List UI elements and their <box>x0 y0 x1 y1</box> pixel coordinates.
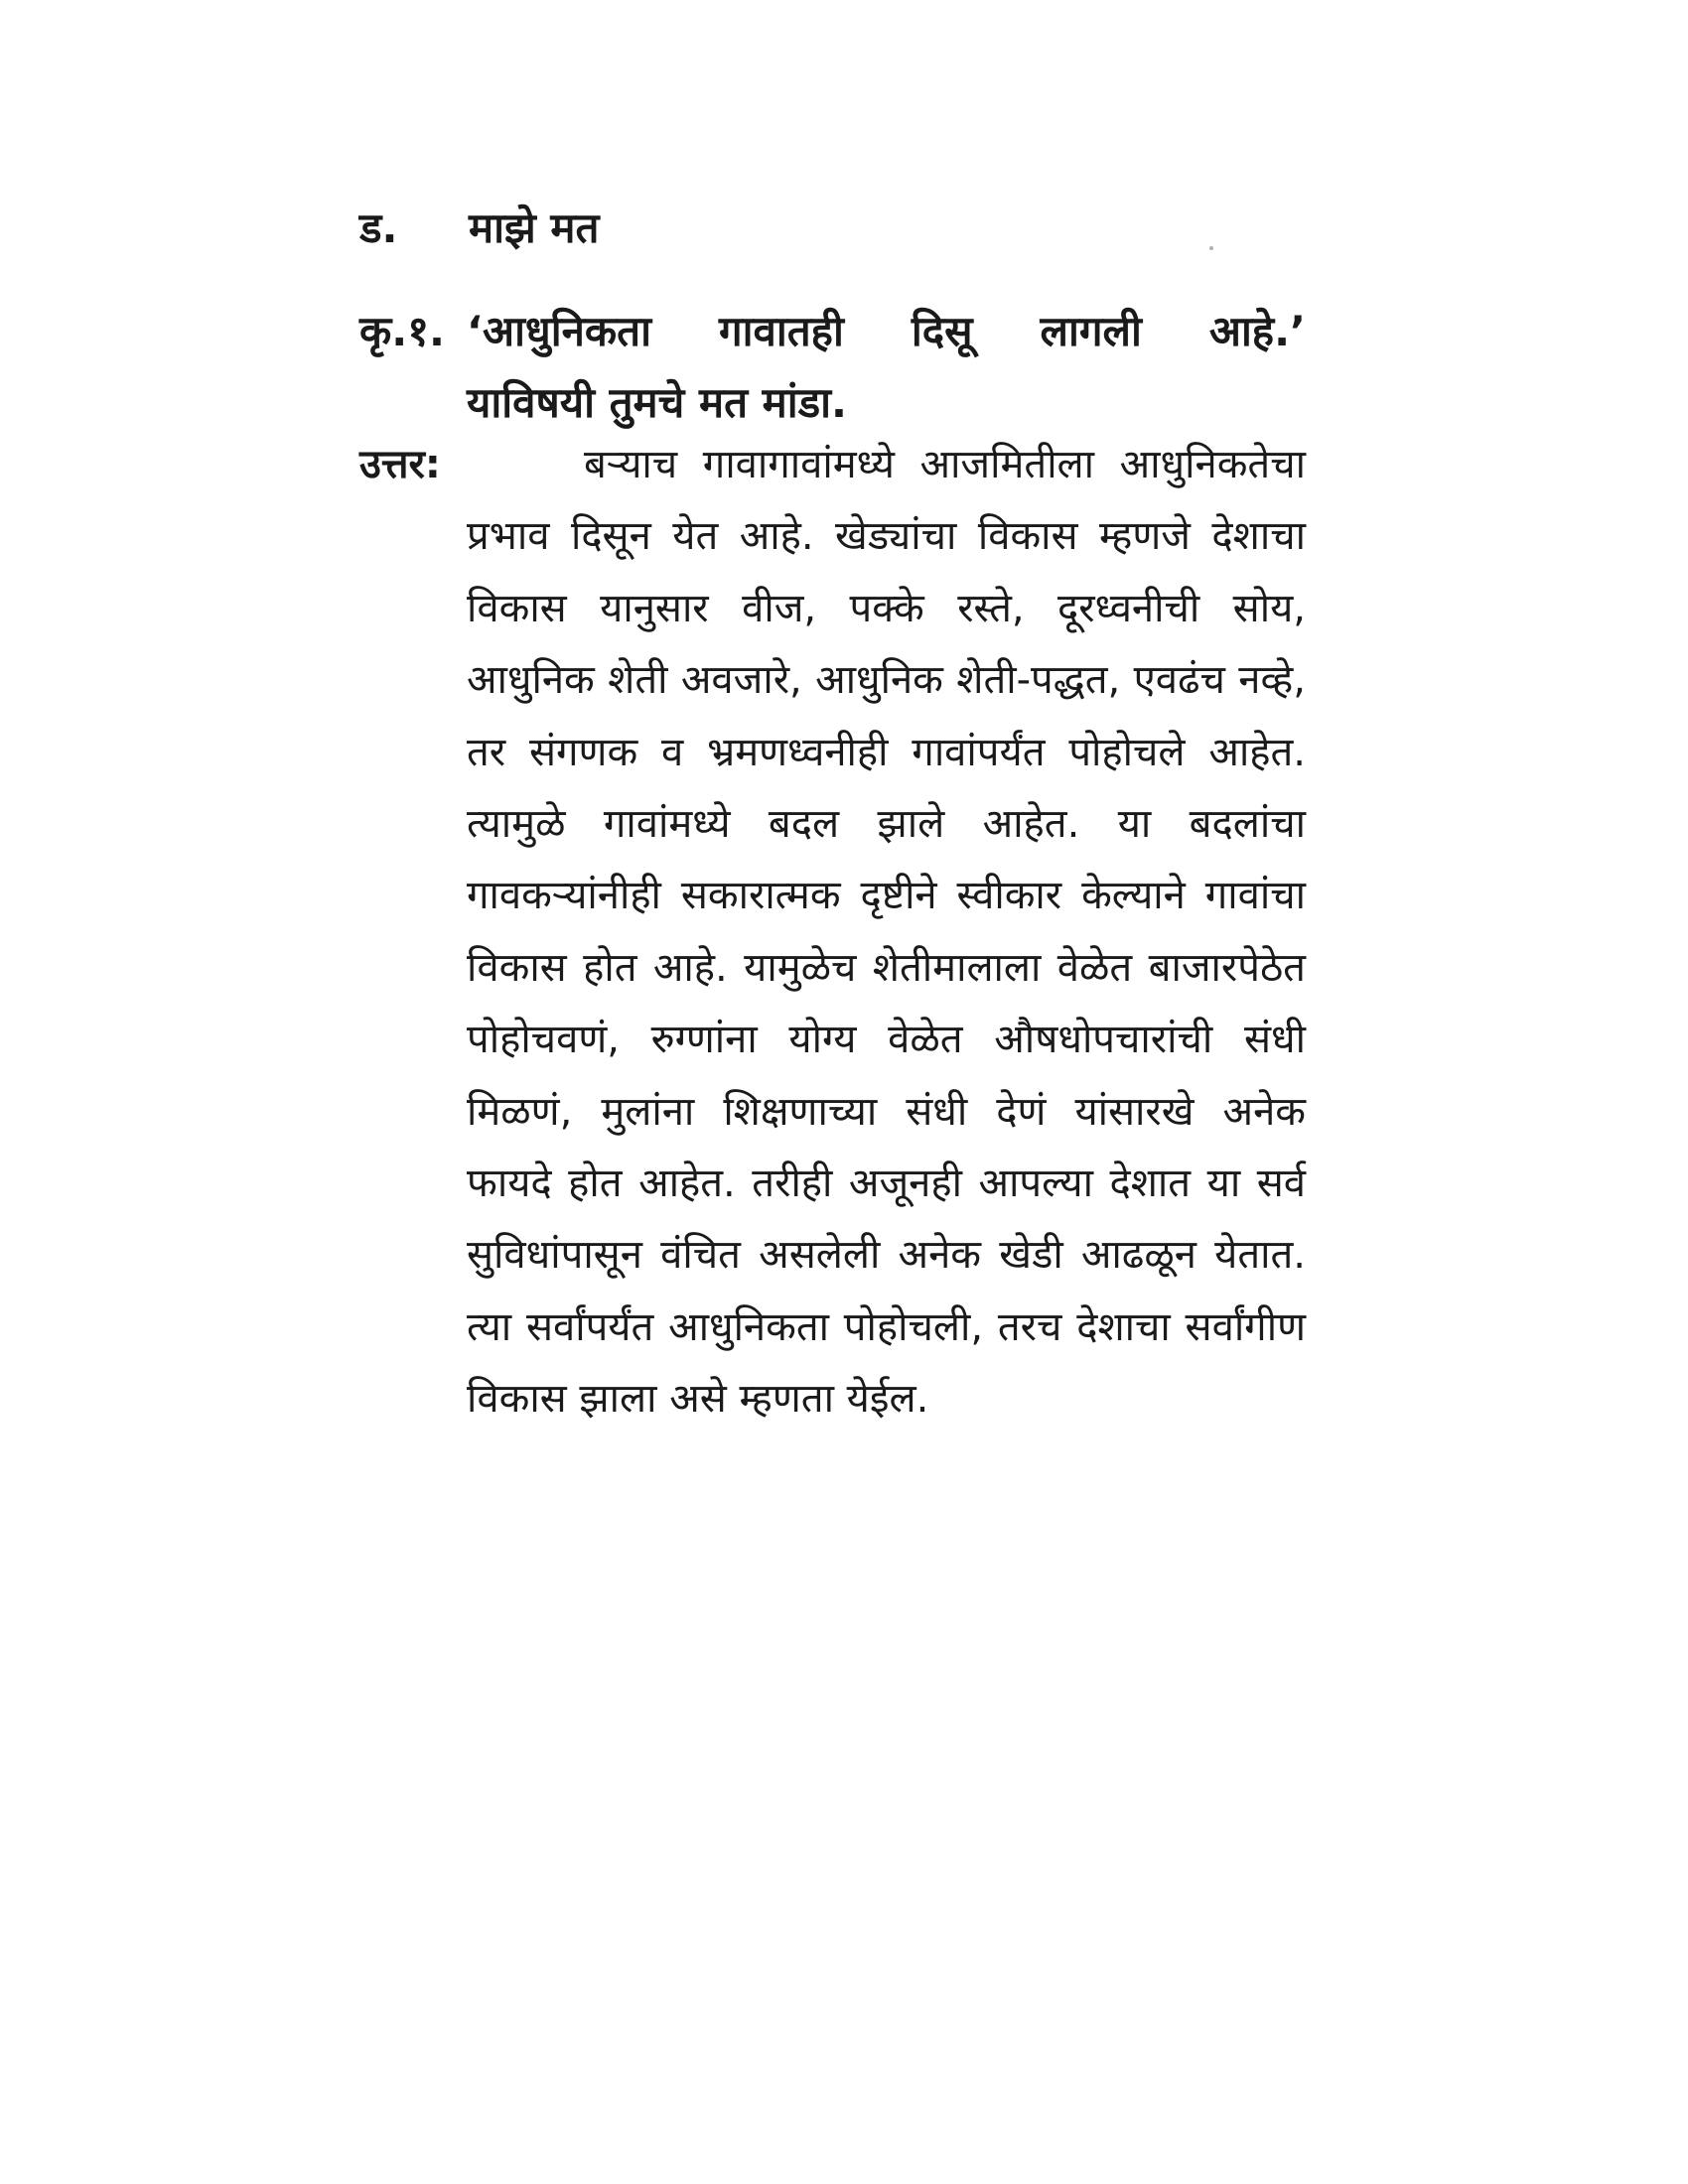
question-text <box>467 296 1306 439</box>
question-line-2: याविषयी तुमचे मत मांडा. <box>467 378 847 427</box>
question-line-1: ‘आधुनिकता गावातही दिसू लागली आहे.’ <box>467 307 1306 355</box>
question-number: कृ.१. <box>359 307 446 355</box>
section-heading <box>359 199 599 258</box>
scan-speck <box>1209 246 1213 250</box>
answer-label: उत्तर: <box>359 442 441 487</box>
section-letter: ड. <box>359 204 398 252</box>
section-title: माझे मत <box>469 204 600 252</box>
answer-paragraph: बऱ्याच गावागावांमध्ये आजमितीला आधुनिकतेचा प्रभाव दिसून येत आहे. खेड्यांचा विकास म्हणजे देशाचा विकास यानुसार वीज, पक्के रस्ते, दूरध्वनीची सोय, आधुनिक शेती अवजारे, आधुनिक शेती-पद्धत, एवढंच नव्हे, तर संगणक व भ्रमणध्वनीही गावांपर्यंत पोहोचले आहेत. त्यामुळे गावांमध्ये बदल झाले आहेत. या बदलांचा गावकऱ्यांनीही सकारात्मक दृष्टीने स्वीकार केल्याने गावांचा विकास होत आहे. यामुळेच शेतीमालाला वेळेत बाजारपेठेत पोहोचवणं, रुग्णांना योग्य वेळेत औषधोपचारांची संधी मिळणं, मुलांना शिक्षणाच्या संधी देणं यांसारखे अनेक फायदे होत आहेत. तरीही अजूनही आपल्या देशात या सर्व सुविधांपासून वंचित असलेली अनेक खेडी आढळून येतात. त्या सर्वांपर्यंत आधुनिकता पोहोचली, तरच देशाचा सर्वांगीण विकास झाला असे म्हणता येईल. <box>467 442 1306 1423</box>
